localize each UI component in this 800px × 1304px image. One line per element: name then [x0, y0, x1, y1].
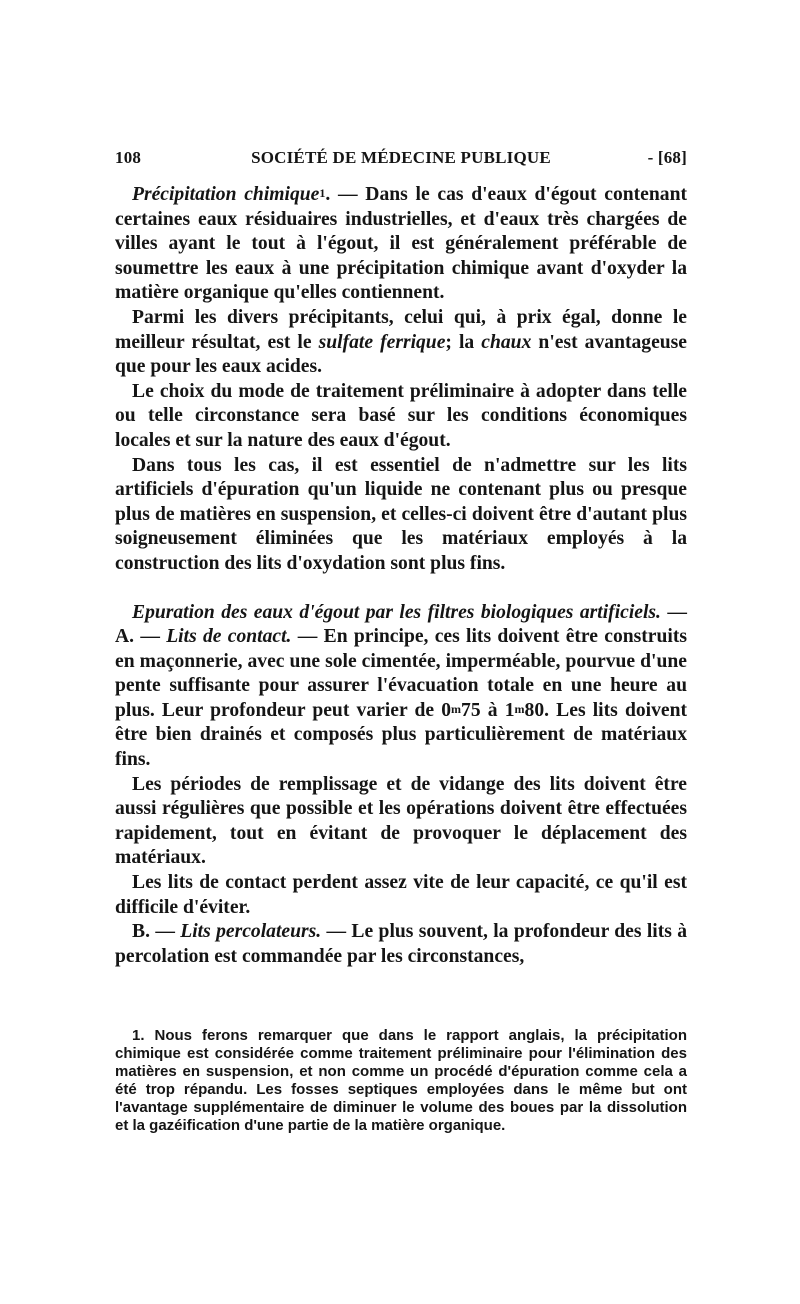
paragraph: B. — Lits percolateurs. — Le plus souvent, la profondeur des lits à percolation est commandée par les circonstances, [115, 921, 688, 967]
paragraph: Précipitation chimique$^1$. — Dans le cas d'eaux d'égout contenant certaines eaux résiduaires industrielles, et d'eaux très chargées de villes ayant le tout à l'égout, il est généralement préférable de soumettre les eaux à une précipitation chimique avant d'oxyder la matière organique qu'elles contiennent. [115, 184, 687, 304]
page-number: 108 [115, 148, 142, 167]
paragraph: Dans tous les cas, il est essentiel de n'admettre sur les lits artificiels d'épuration qu'un liquide ne contenant plus ou presque plus de matières en suspension, et celles-ci doivent être d'autant plus soigneusement éliminées que les matériaux employés à la construction des lits d'oxydation sont plus fins. [115, 454, 687, 574]
footnotes [115, 1027, 687, 1134]
subsection-heading: Lits percolateurs. [180, 921, 322, 943]
paragraph: Les périodes de remplissage et de vidange des lits doivent être aussi régulières que possible et les opérations doivent être effectuées rapidement, tout en évitant de provoquer le déplacement des matériaux. [115, 773, 687, 869]
paragraph: Le choix du mode de traitement préliminaire à adopter dans telle ou telle circonstance sera basé sur les conditions économiques locales et sur la nature des eaux d'égout. [115, 380, 687, 451]
paragraph: Les lits de contact perdent assez vite de leur capacité, ce qu'il est difficile d'éviter. [115, 872, 687, 918]
running-title: SOCIÉTÉ DE MÉDECINE PUBLIQUE [251, 148, 551, 167]
page-reference: - [68] [647, 148, 687, 167]
main-text [115, 183, 687, 969]
section-heading: Précipitation chimique [132, 184, 320, 205]
paragraph: Epuration des eaux d'égout par les filtres biologiques artificiels. — A. — Lits de contact. — En principe, ces lits doivent être construits en maçonnerie, avec une sole cimentée, imperméable, pourvue d'une pente suffisante pour assurer l'évacuation totale en une heure au plus. Leur profondeur peut varier de 0$^m$75 à 1$^m$80. Les lits doivent être bien drainés et composés plus particulièrement de matériaux fins. [115, 601, 687, 771]
paragraph: Parmi les divers précipitants, celui qui, à prix égal, donne le meilleur résultat, est le sulfate ferrique; la chaux n'est avantageuse que pour les eaux acides. [115, 306, 687, 378]
section-heading: Epuration des eaux d'égout par les filtres biologiques artificiels. [132, 601, 661, 623]
section-gap [115, 577, 687, 601]
subsection-heading: Lits de contact. [166, 626, 292, 648]
running-header [115, 148, 687, 172]
footnote: 1. Nous ferons remarquer que dans le rapport anglais, la précipitation chimique est considérée comme traitement préliminaire pour l'élimination des matières en suspension, et non comme un procédé d'épuration comme cela a été trop répandu. Les fosses septiques employées dans le même but ont l'avantage supplémentaire de diminuer le volume des boues par la dissolution et la gazéification d'une partie de la matière organique. [115, 1027, 687, 1134]
footnote-ref: 1 [319, 186, 326, 200]
